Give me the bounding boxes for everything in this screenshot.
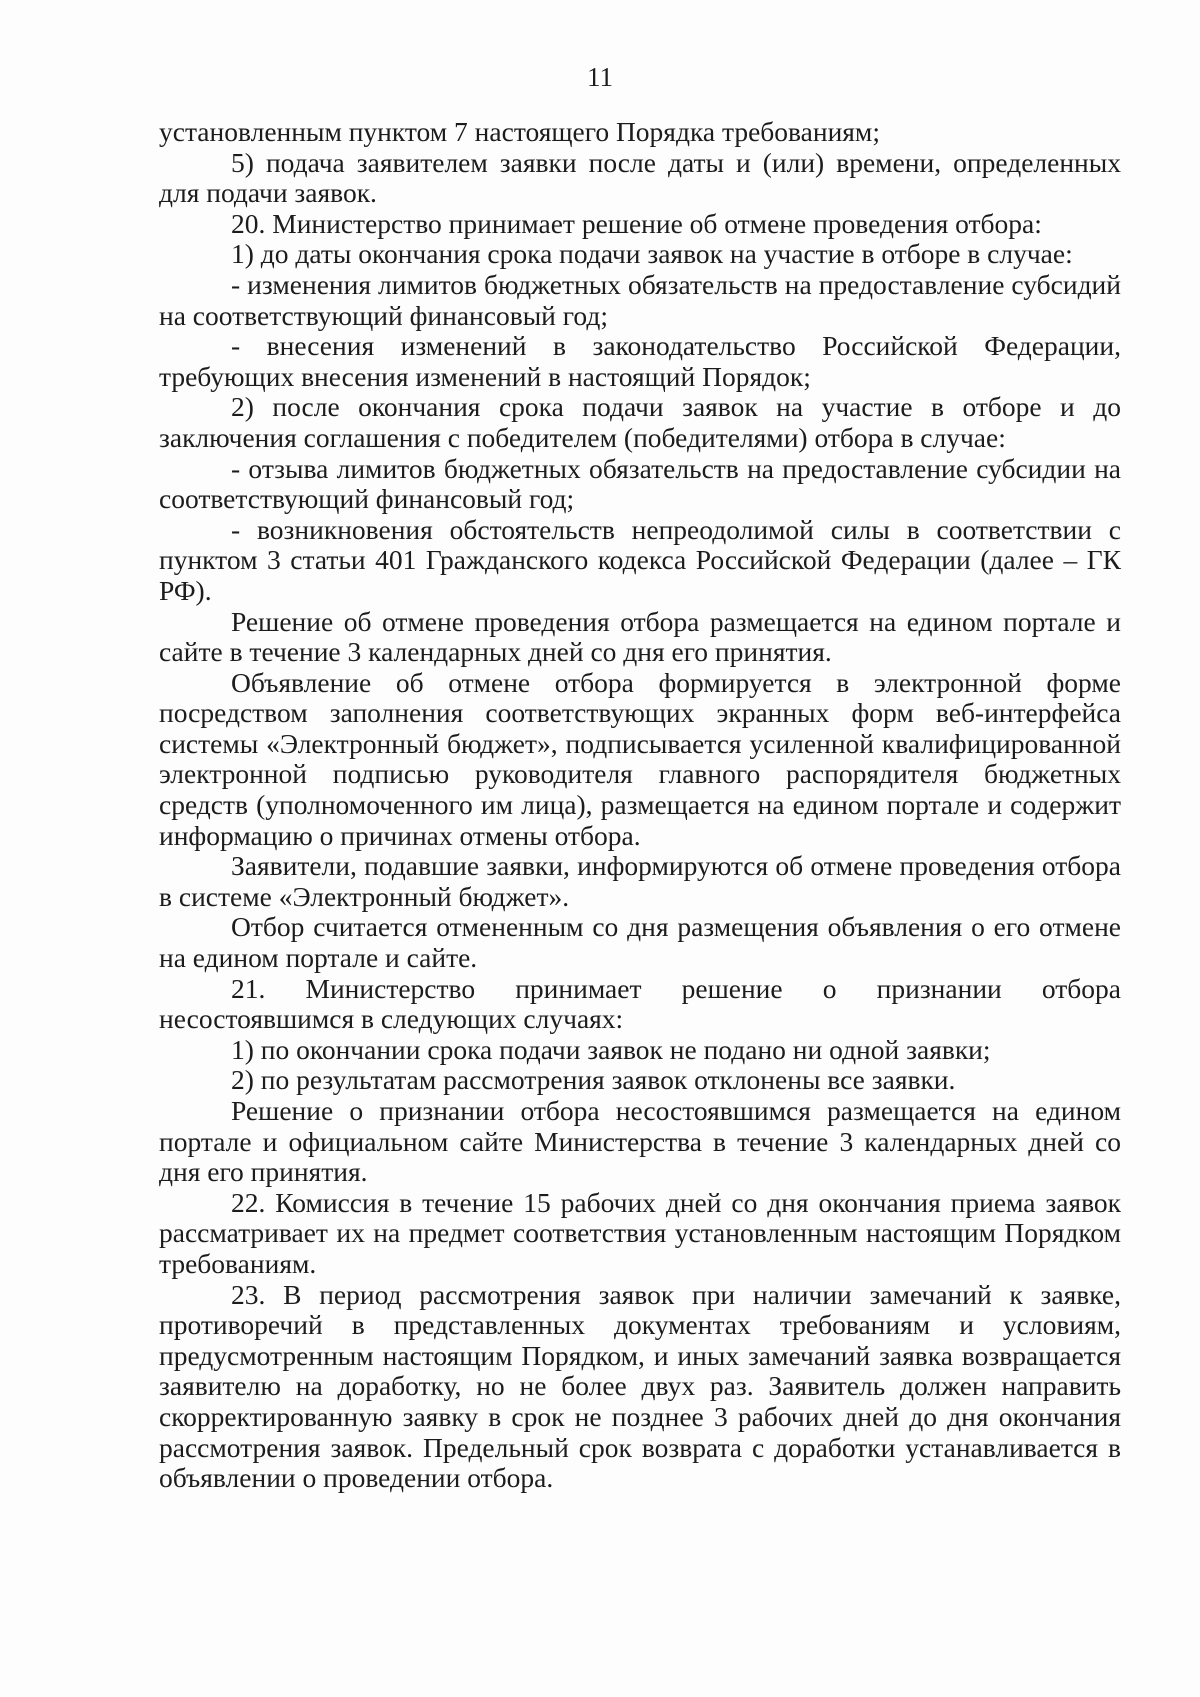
paragraph-applicants-informed: Заявители, подавшие заявки, информируются об отмене проведения отбора в системе «Электронный бюджет».	[159, 850, 1121, 912]
paragraph-dash-force-majeure: - возникновения обстоятельств непреодолимой силы в соответствии с пунктом 3 статьи 401 Гражданского кодекса Российской Федерации (далее – ГК РФ).	[159, 513, 1121, 606]
paragraph-clause-23: 23. В период рассмотрения заявок при наличии замечаний к заявке, противоречий в представленных документах требованиям и условиям, предусмотренным настоящим Порядком, и иных замечаний заявка возвращается заявителю на доработку, но не более двух раз. Заявитель должен направить скорректированную заявку в срок не позднее 3 рабочих дней до дня окончания рассмотрения заявок. Предельный срок возврата с доработки устанавливается в объявлении о проведении отбора.	[159, 1278, 1121, 1494]
paragraph-item-5: 5) подача заявителем заявки после даты и (или) времени, определенных для подачи заявок.	[159, 146, 1121, 209]
paragraph-continuation: установленным пунктом 7 настоящего Порядка требованиям;	[159, 116, 880, 147]
paragraph-clause-21: 21. Министерство принимает решение о признании отбора несостоявшимся в следующих случаях:	[159, 972, 1121, 1035]
paragraph-dash-legislation: - внесения изменений в законодательство Российской Федерации, требующих внесения изменений в настоящий Порядок;	[159, 330, 1121, 392]
paragraph-cancel-effective: Отбор считается отмененным со дня размещения объявления о его отмене на едином портале и сайте.	[159, 911, 1121, 974]
document-body	[159, 117, 1121, 1494]
paragraph-clause-20-item-1: 1) до даты окончания срока подачи заявок на участие в отборе в случае:	[231, 238, 1073, 270]
paragraph-cancel-decision: Решение об отмене проведения отбора размещается на едином портале и сайте в течение 3 календарных дней со дня его принятия.	[159, 605, 1121, 668]
page-number: 11	[587, 62, 613, 92]
paragraph-clause-20-item-2: 2) после окончания срока подачи заявок на участие в отборе и до заключения соглашения с победителем (победителями) отбора в случае:	[159, 391, 1121, 453]
paragraph-clause-21-item-2: 2) по результатам рассмотрения заявок отклонены все заявки.	[231, 1064, 956, 1096]
paragraph-clause-20: 20. Министерство принимает решение об отмене проведения отбора:	[231, 207, 1042, 239]
paragraph-dash-limits-change: - изменения лимитов бюджетных обязательств на предоставление субсидий на соответствующий финансовый год;	[159, 268, 1121, 331]
paragraph-clause-21-item-1: 1) по окончании срока подачи заявок не подано ни одной заявки;	[231, 1033, 991, 1065]
paragraph-failed-decision: Решение о признании отбора несостоявшимся размещается на едином портале и официальном сайте Министерства в течение 3 календарных дней со дня его принятия.	[159, 1095, 1121, 1188]
paragraph-clause-22: 22. Комиссия в течение 15 рабочих дней со дня окончания приема заявок рассматривает их на предмет соответствия установленным настоящим Порядком требованиям.	[159, 1186, 1121, 1279]
paragraph-dash-limits-revoke: - отзыва лимитов бюджетных обязательств на предоставление субсидии на соответствующий финансовый год;	[159, 452, 1121, 515]
paragraph-cancel-announcement: Объявление об отмене отбора формируется в электронной форме посредством заполнения соответствующих экранных форм веб-интерфейса системы «Электронный бюджет», подписывается усиленной квалифицированной электронной подписью руководителя главного распорядителя бюджетных средств (уполномоченного им лица), размещается на едином портале и содержит информацию о причинах отмены отбора.	[159, 666, 1121, 851]
